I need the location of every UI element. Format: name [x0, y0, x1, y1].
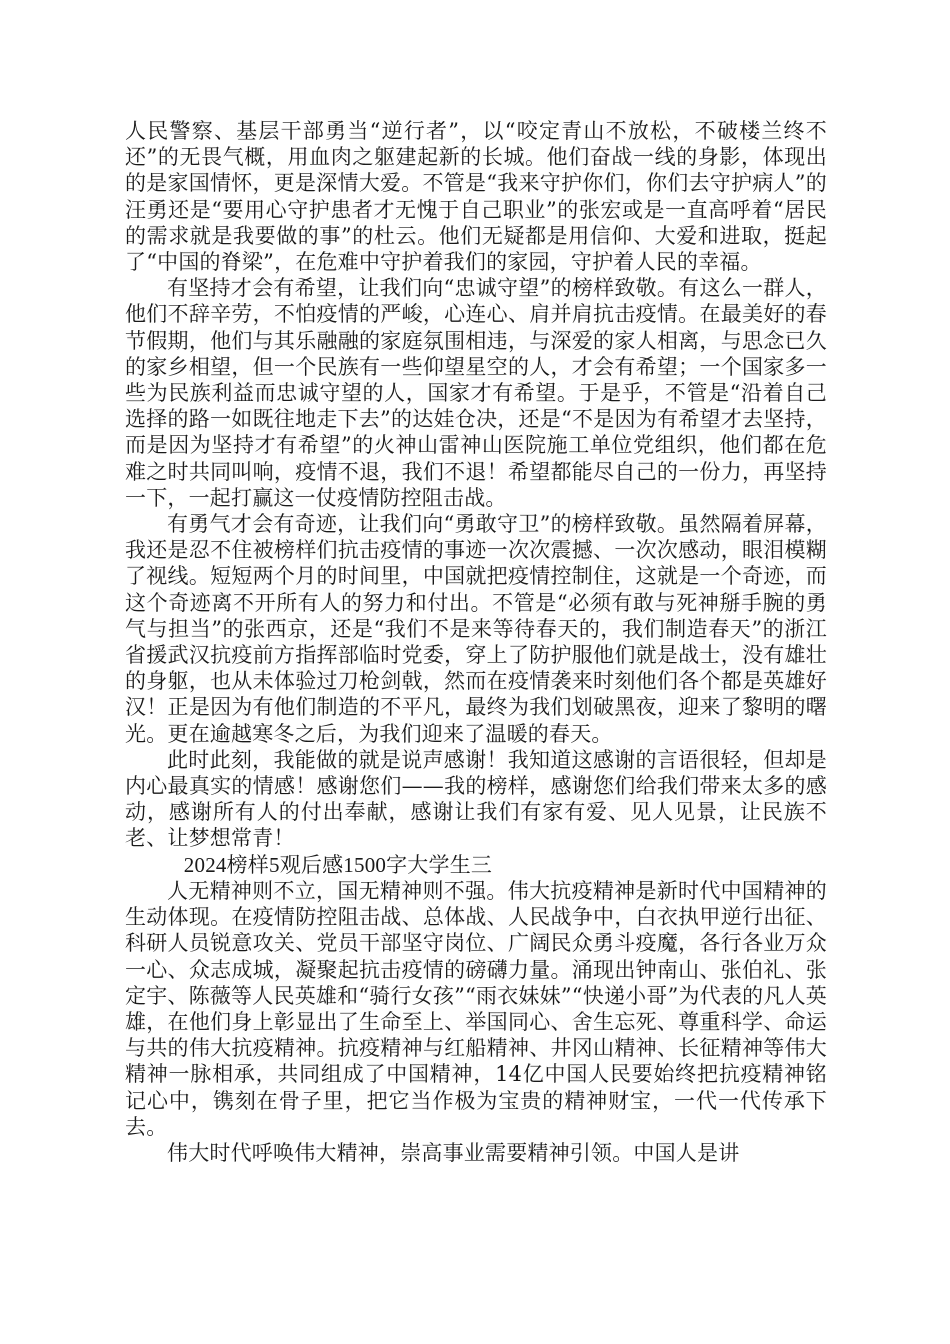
section-heading: 2024榜样5观后感1500字大学生三: [183, 852, 493, 877]
paragraph-3: 有勇气才会有奇迹，让我们向“勇敢守卫”的榜样致敬。虽然隔着屏幕，我还是忍不住被榜样们抗击疫情的事迹一次次震撼、一次次感动，眼泪模糊了视线。短短两个月的时间里，中国就把疫情控制住，这就是一个奇迹，而这个奇迹离不开所有人的努力和付出。不管是“必须有敢与死神掰手腕的勇气与担当”的张西京，还是“我们不是来等待春天的，我们制造春天”的浙江省援武汉抗疫前方指挥部临时党委，穿上了防护服他们就是战士，没有雄壮的身躯，也从未体验过刀枪剑戟，然而在疫情袭来时刻他们各个都是英雄好汉！正是因为有他们制造的不平凡，最终为我们划破黑夜，迎来了黎明的曙光。更在逾越寒冬之后，为我们迎来了温暖的春天。: [125, 512, 827, 746]
paragraph-5: 人无精神则不立，国无精神则不强。伟大抗疫精神是新时代中国精神的生动体现。在疫情防控阻击战、总体战、人民战争中，白衣执甲逆行出征、科研人员锐意攻关、党员干部坚守岗位、广阔民众勇斗疫魔，各行各业万众一心、众志成城，凝聚起抗击疫情的磅礴力量。涌现出钟南山、张伯礼、张定宇、陈薇等人民英雄和“骑行女孩”“雨衣妹妹”“快递小哥”为代表的凡人英雄，在他们身上彰显出了生命至上、举国同心、舍生忘死、尊重科学、命运与共的伟大抗疫精神。抗疫精神与红船精神、井冈山精神、长征精神等伟大精神一脉相承，共同组成了中国精神，14亿中国人民要始终把抗疫精神铭记心中，镌刻在骨子里，把它当作极为宝贵的精神财宝，一代一代传承下去。: [125, 878, 827, 1139]
paragraph-4: 此时此刻，我能做的就是说声感谢！我知道这感谢的言语很轻，但却是内心最真实的情感！感谢您们——我的榜样，感谢您们给我们带来太多的感动，感谢所有人的付出奉献，感谢让我们有家有爱、见人见景，让民族不老、让梦想常青！: [125, 747, 827, 851]
paragraph-2: 有坚持才会有希望，让我们向“忠诚守望”的榜样致敬。有这么一群人，他们不辞辛劳，不怕疫情的严峻，心连心、肩并肩抗击疫情。在最美好的春节假期，他们与其乐融融的家庭氛围相违，与深爱的家人相离，与思念已久的家乡相望，但一个民族有一些仰望星空的人，才会有希望；一个国家多一些为民族利益而忠诚守望的人，国家才有希望。于是乎，不管是“沿着自己选择的路一如既往地走下去”的达娃仓决，还是“不是因为有希望才去坚持，而是因为坚持才有希望”的火神山雷神山医院施工单位党组织，他们都在危难之时共同叫响，疫情不退，我们不退！希望都能尽自己的一份力，再坚持一下，一起打赢这一仗疫情防控阻击战。: [125, 276, 827, 510]
paragraph-1: 人民警察、基层干部勇当“逆行者”，以“咬定青山不放松，不破楼兰终不还”的无畏气概，用血肉之躯建起新的长城。他们奋战一线的身影，体现出的是家国情怀，更是深情大爱。不管是“我来守护你们，你们去守护病人”的汪勇还是“要用心守护患者才无愧于自己职业”的张宏或是一直高呼着“居民的需求就是我要做的事”的杜云。他们无疑都是用信仰、大爱和进取，挺起了“中国的脊梁”，在危难中守护着我们的家园，守护着人民的幸福。: [125, 119, 827, 275]
paragraph-6: 伟大时代呼唤伟大精神，崇高事业需要精神引领。中国人是讲: [167, 1140, 740, 1165]
document-page: [125, 118, 827, 1166]
